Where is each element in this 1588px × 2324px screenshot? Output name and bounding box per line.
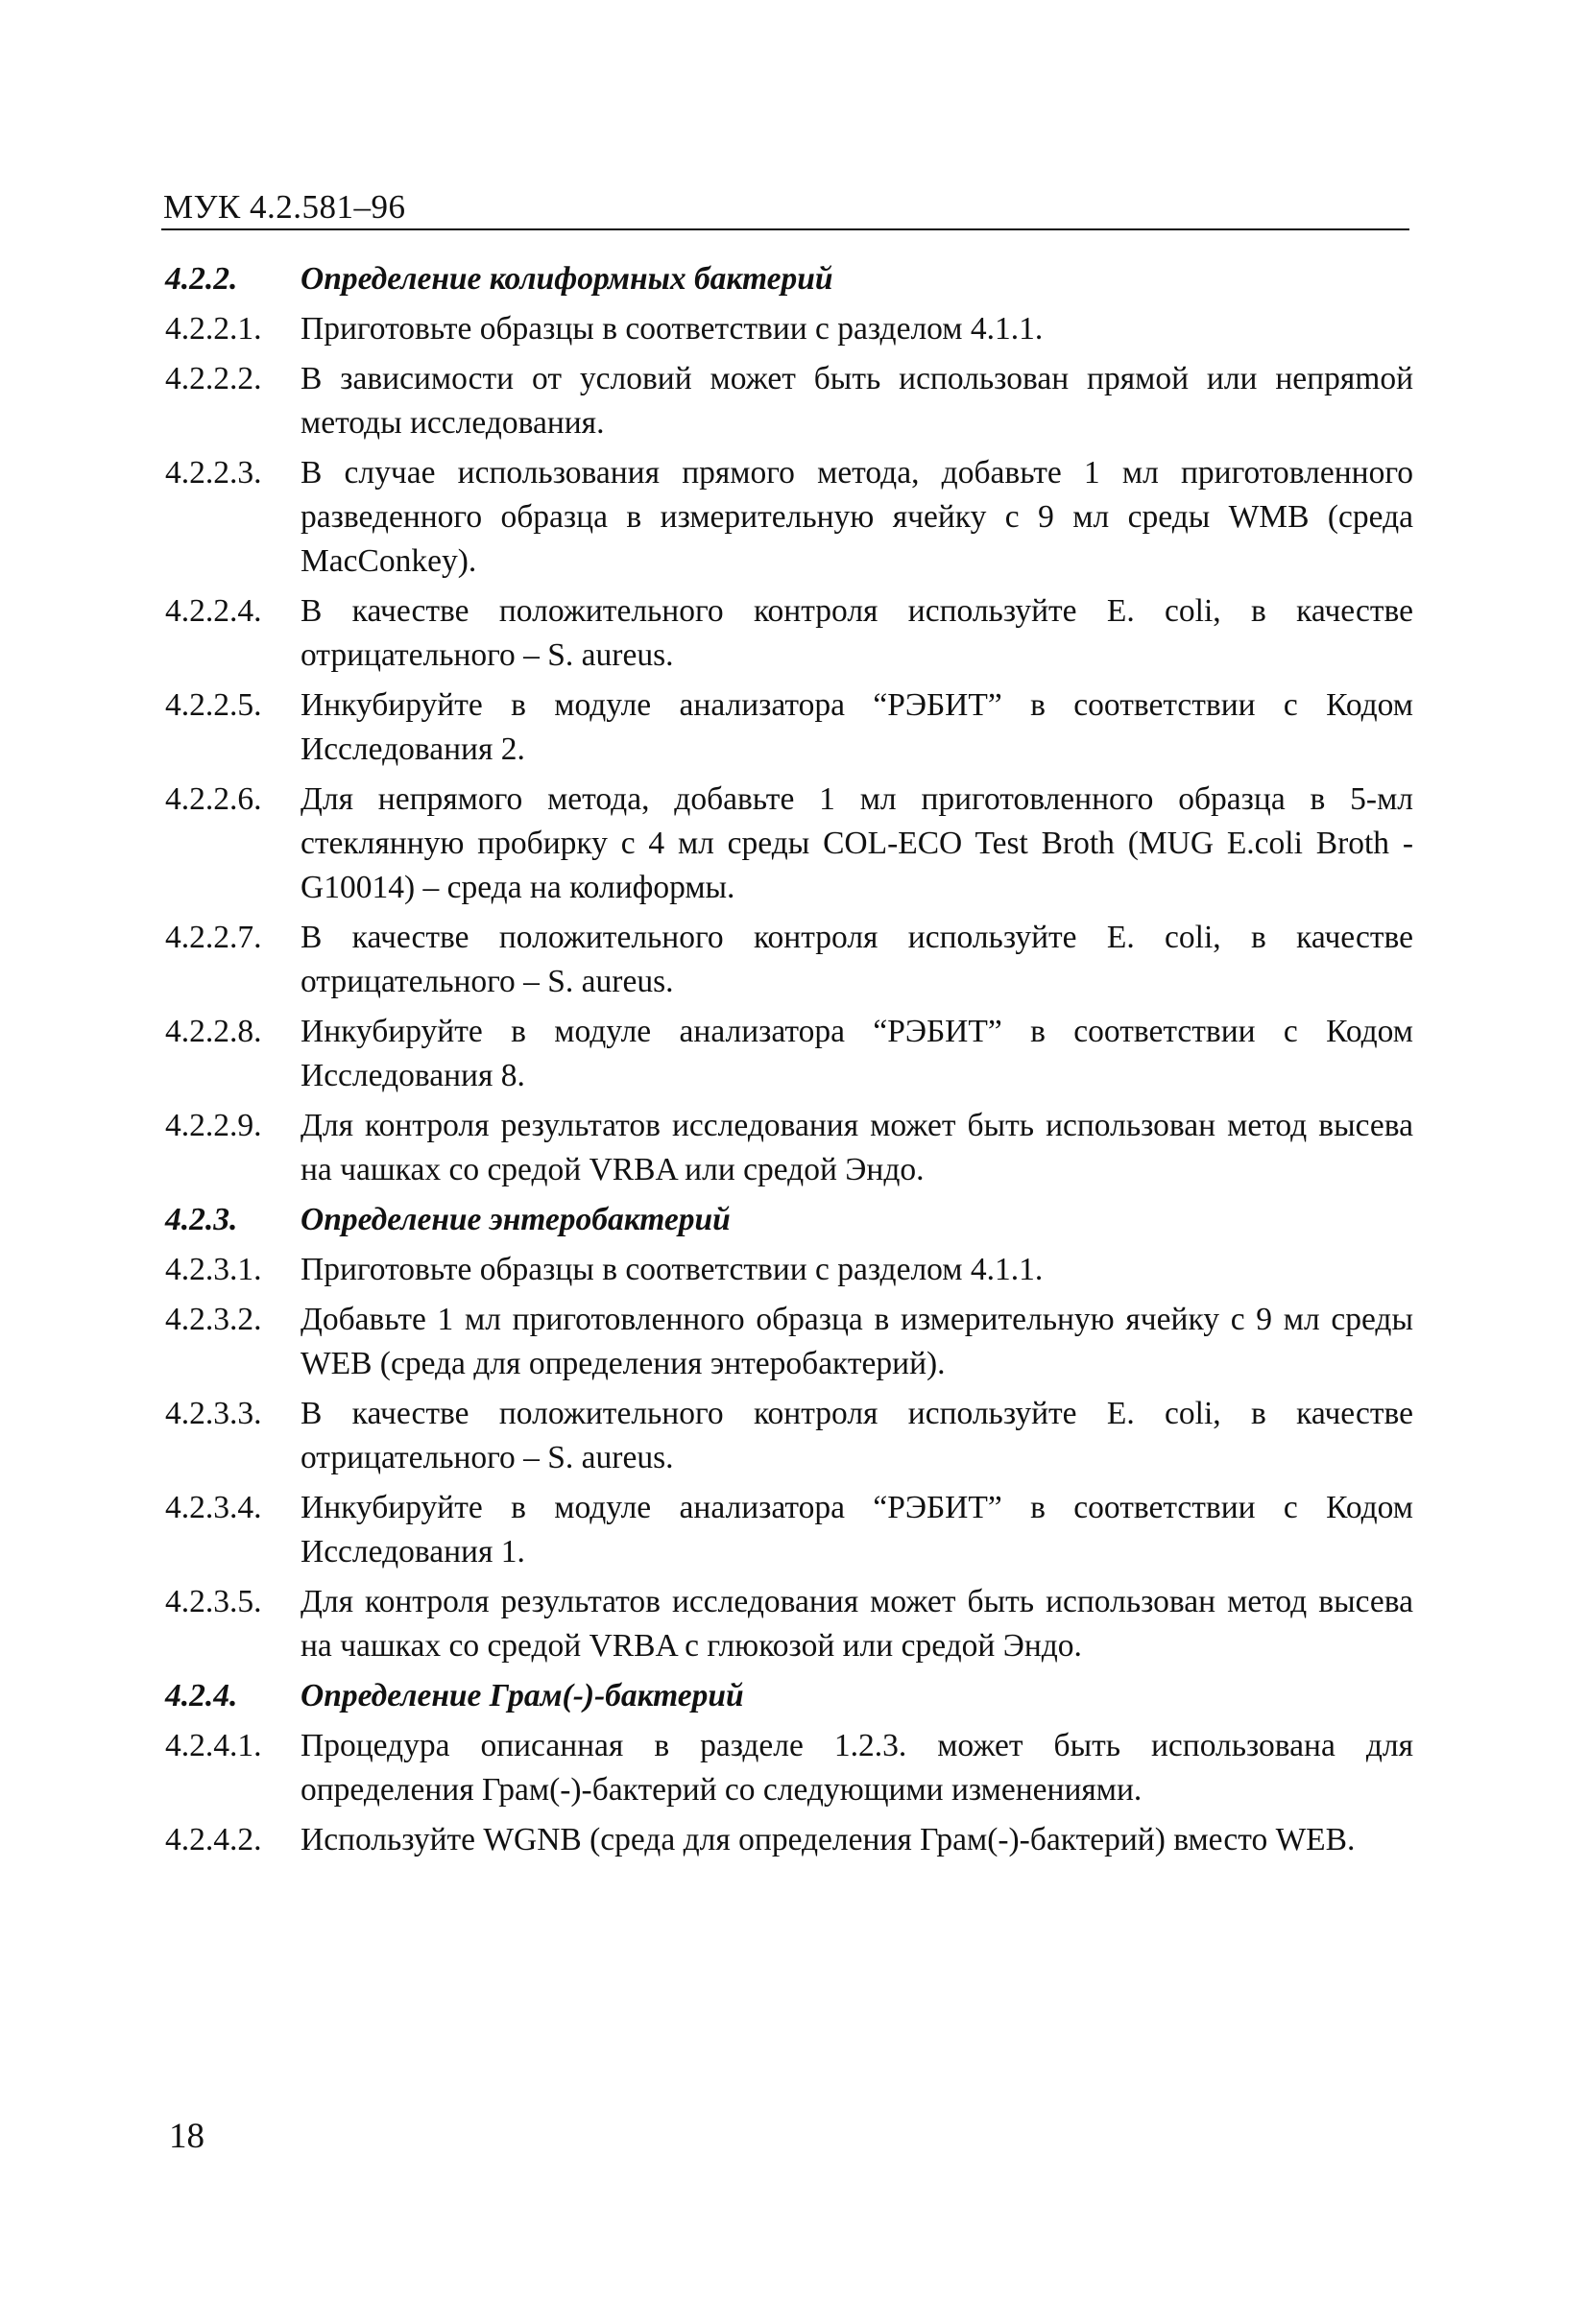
item-text: В случае использования прямого метода, добавьте 1 мл приготовленного разведенного образца в измерительную ячейку с 9 мл среды WMB (среда MacConkey).: [301, 455, 1413, 579]
item-text: Инкубируйте в модуле анализатора “РЭБИТ” в соответствии с Кодом Исследования 1.: [301, 1490, 1413, 1569]
list-item: [165, 916, 1413, 1004]
item-text: Процедура описанная в разделе 1.2.3. может быть использована для определения Грам(-)-бактерий со следующими изменениями.: [301, 1728, 1413, 1808]
item-number: 4.2.3.4.: [165, 1490, 262, 1525]
item-number: 4.2.2.4.: [165, 593, 262, 629]
section-number: 4.2.2.: [165, 261, 238, 297]
item-text: Добавьте 1 мл приготовленного образца в измерительную ячейку с 9 мл среды WEB (среда для определения энтеробактерий).: [301, 1302, 1413, 1381]
item-text: Приготовьте образцы в соответствии с разделом 4.1.1.: [301, 311, 1044, 347]
item-text: Приготовьте образцы в соответствии с разделом 4.1.1.: [301, 1252, 1044, 1287]
list-item: [165, 451, 1413, 584]
item-text: Используйте WGNB (среда для определения Грам(-)-бактерий) вместо WEB.: [301, 1822, 1356, 1857]
item-text: Для контроля результатов исследования может быть использован метод высева на чашках со средой VRBA или средой Эндо.: [301, 1108, 1413, 1187]
item-number: 4.2.3.1.: [165, 1252, 262, 1287]
item-number: 4.2.3.3.: [165, 1396, 262, 1431]
list-item: [165, 1818, 1413, 1862]
list-item: [165, 1724, 1413, 1812]
section-title: Определение энтеробактерий: [301, 1202, 731, 1237]
list-item: [165, 1248, 1413, 1292]
item-text: Инкубируйте в модуле анализатора “РЭБИТ” в соответствии с Кодом Исследования 8.: [301, 1014, 1413, 1093]
item-text: В качестве положительного контроля используйте E. coli, в качестве отрицательного – S. aureus.: [301, 1396, 1413, 1475]
item-text: В качестве положительного контроля используйте E. coli, в качестве отрицательного – S. aureus.: [301, 593, 1413, 673]
item-number: 4.2.2.7.: [165, 920, 262, 955]
item-text: Для контроля результатов исследования может быть использован метод высева на чашках со средой VRBA с глюкозой или средой Эндо.: [301, 1584, 1413, 1664]
item-number: 4.2.2.6.: [165, 781, 262, 817]
list-item: [165, 1486, 1413, 1574]
list-item: [165, 1580, 1413, 1668]
section-number: 4.2.4.: [165, 1678, 238, 1713]
list-item: [165, 778, 1413, 910]
list-item: [165, 683, 1413, 772]
item-number: 4.2.3.5.: [165, 1584, 262, 1619]
list-item: [165, 589, 1413, 678]
item-number: 4.2.2.9.: [165, 1108, 262, 1143]
section-title: Определение колиформных бактерий: [301, 261, 833, 297]
item-text: Инкубируйте в модуле анализатора “РЭБИТ” в соответствии с Кодом Исследования 2.: [301, 687, 1413, 767]
running-header: МУК 4.2.581–96: [163, 188, 406, 226]
page-content: [165, 257, 1413, 1868]
list-item: [165, 1010, 1413, 1098]
section-heading: [165, 1198, 1413, 1242]
list-item: [165, 1392, 1413, 1480]
list-item: [165, 307, 1413, 351]
item-number: 4.2.3.2.: [165, 1302, 262, 1337]
item-number: 4.2.4.2.: [165, 1822, 262, 1857]
item-number: 4.2.2.8.: [165, 1014, 262, 1049]
item-number: 4.2.4.1.: [165, 1728, 262, 1763]
section-heading: [165, 1674, 1413, 1718]
section-number: 4.2.3.: [165, 1202, 238, 1237]
section-heading: [165, 257, 1413, 301]
item-number: 4.2.2.1.: [165, 311, 262, 347]
list-item: [165, 1104, 1413, 1192]
item-number: 4.2.2.3.: [165, 455, 262, 491]
list-item: [165, 1298, 1413, 1386]
section-title: Определение Грам(-)-бактерий: [301, 1678, 744, 1713]
page-number: 18: [169, 2117, 205, 2156]
item-text: Для непрямого метода, добавьте 1 мл приготовленного образца в 5-мл стеклянную пробирку с 4 мл среды COL-ECO Test Broth (MUG E.coli Broth -G10014) – среда на колиформы.: [301, 781, 1413, 905]
item-number: 4.2.2.5.: [165, 687, 262, 723]
item-text: В зависимости от условий может быть использован прямой или непряmой методы исследования.: [301, 361, 1413, 441]
item-number: 4.2.2.2.: [165, 361, 262, 396]
list-item: [165, 357, 1413, 445]
item-text: В качестве положительного контроля используйте E. coli, в качестве отрицательного – S. aureus.: [301, 920, 1413, 999]
header-rule: [161, 228, 1409, 230]
